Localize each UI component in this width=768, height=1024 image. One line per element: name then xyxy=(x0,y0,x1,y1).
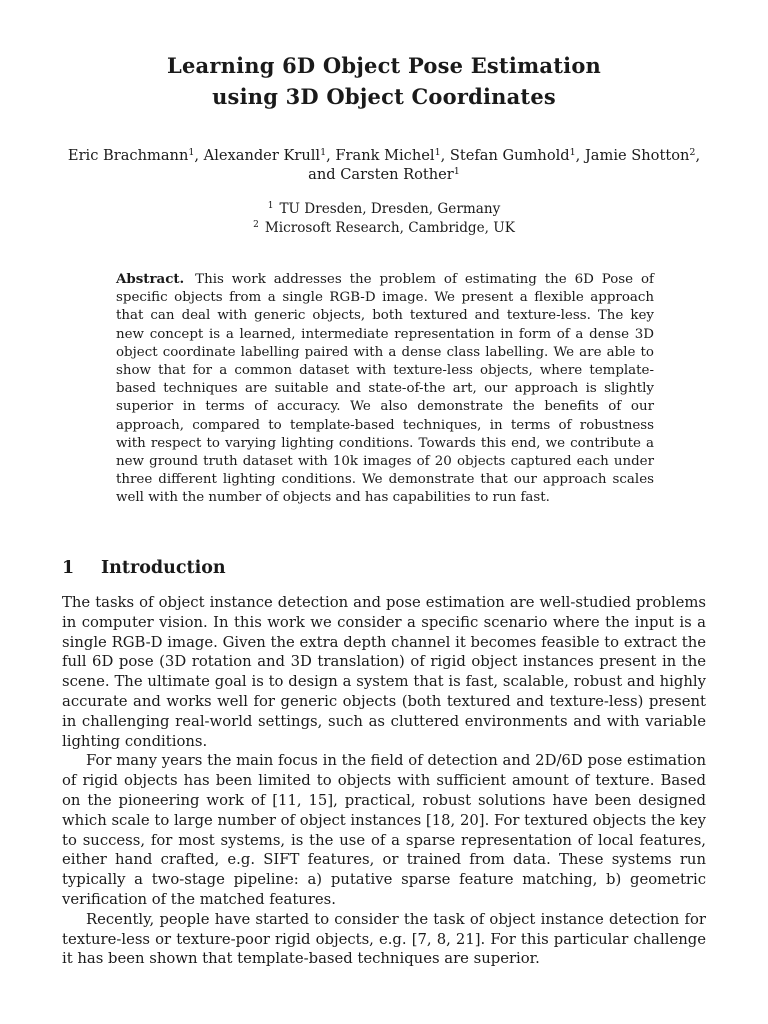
author-separator: , xyxy=(440,147,450,164)
author-separator: , xyxy=(194,147,204,164)
author-affiliation-mark: 1 xyxy=(188,147,195,158)
author-entry xyxy=(204,147,326,164)
title-line-2: using 3D Object Coordinates xyxy=(212,84,556,109)
author-affiliation-mark: 1 xyxy=(434,147,441,158)
author-entry xyxy=(335,147,440,164)
affiliation-text: Microsoft Research, Cambridge, UK xyxy=(264,220,515,236)
paper-title xyxy=(0,50,768,112)
author-list xyxy=(62,146,706,184)
paragraph: For many years the main focus in the field of detection and 2D/6D pose estimation of rigid objects has been limited to objects with sufficient amount of texture. Based on the pioneering work of [11, 15], practical, robust solutions have been designed which scale to large number of object instances [18, 20]. For textured objects the key to success, for most systems, is the use of a sparse representation of local features, either hand crafted, e.g. SIFT features, or trained from data. These systems run typically a two-stage pipeline: a) putative sparse feature matching, b) geometric verification of the matched features. xyxy=(62,752,706,908)
abstract-text: This work addresses the problem of estimating the 6D Pose of specific objects from a single RGB-D image. We present a flexible approach that can deal with generic objects, both textured and texture-less. The key new concept is a learned, intermediate representation in form of a dense 3D object coordinate labelling paired with a dense class labelling. We are able to show that for a common dataset with texture-less objects, where template-based techniques are suitable and state-of-the art, our approach is slightly superior in terms of accuracy. We also demonstrate the benefits of our approach, compared to template-based techniques, in terms of robustness with respect to varying lighting conditions. Towards this end, we contribute a new ground truth dataset with 10k images of 20 objects captured each under three different lighting conditions. We demonstrate that our approach scales well with the number of objects and has capabilities to run fast. xyxy=(116,272,654,506)
affiliation-list xyxy=(0,200,768,238)
author-name: Stefan Gumhold xyxy=(449,147,570,164)
author-name: Eric Brachmann xyxy=(67,147,189,164)
section-body xyxy=(62,593,706,969)
author-entry xyxy=(340,166,460,183)
affiliation-mark: 2 xyxy=(253,220,259,230)
paragraph: Recently, people have started to consider the task of object instance detection for texture-less or texture-poor rigid objects, e.g. [7, 8, 21]. For this particular challenge it has been shown that template-based techniques are superior. xyxy=(62,910,706,968)
author-name: Carsten Rother xyxy=(340,166,454,183)
affiliation-mark: 1 xyxy=(267,201,274,211)
author-entry xyxy=(450,147,576,164)
title-line-1: Learning 6D Object Pose Estimation xyxy=(167,53,601,78)
affiliation-entry xyxy=(0,200,768,219)
author-separator: , xyxy=(326,147,336,164)
section-heading xyxy=(62,556,706,580)
author-entry xyxy=(585,147,695,164)
affiliation-entry xyxy=(0,219,768,238)
affiliation-text: TU Dresden, Dresden, Germany xyxy=(279,201,501,217)
section-number: 1 xyxy=(62,558,75,578)
author-separator: , and xyxy=(308,147,701,183)
author-affiliation-mark: 1 xyxy=(453,166,460,177)
author-entry xyxy=(68,147,194,164)
author-separator: , xyxy=(575,147,585,164)
author-name: Alexander Krull xyxy=(203,147,321,164)
paragraph: The tasks of object instance detection and pose estimation are well-studied problems in computer vision. In this work we consider a specific scenario where the input is a single RGB-D image. Given the extra depth channel it becomes feasible to extract the full 6D pose (3D rotation and 3D translation) of rigid object instances present in the scene. The ultimate goal is to design a system that is fast, scalable, robust and highly accurate and works well for generic objects (both textured and texture-less) present in challenging real-world settings, such as cluttered environments and with variable lighting conditions. xyxy=(62,594,706,750)
author-affiliation-mark: 1 xyxy=(320,147,327,158)
section-title: Introduction xyxy=(101,558,226,578)
abstract-label: Abstract. xyxy=(116,271,185,287)
author-affiliation-mark: 2 xyxy=(689,147,696,158)
author-name: Frank Michel xyxy=(335,147,435,164)
author-affiliation-mark: 1 xyxy=(569,147,576,158)
abstract xyxy=(116,270,654,508)
author-name: Jamie Shotton xyxy=(584,147,690,164)
